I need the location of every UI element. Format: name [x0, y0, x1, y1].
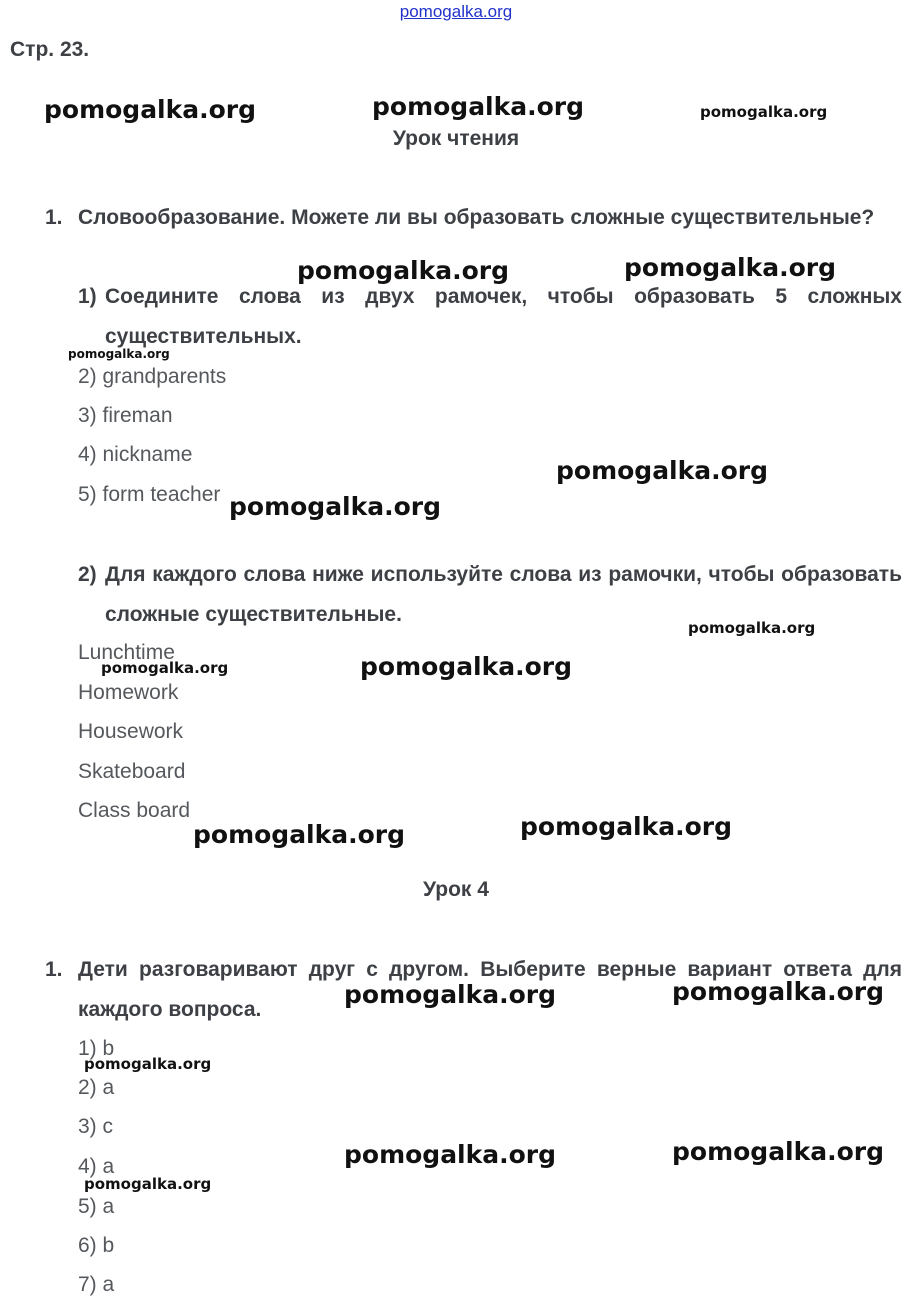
watermark: pomogalka.org: [229, 492, 442, 521]
subtask-text: Соедините слова из двух рамочек, чтобы образовать 5 сложных существительных.: [105, 285, 902, 348]
task-number: 1.: [45, 206, 63, 229]
page-reference: Стр. 23.: [10, 38, 90, 61]
lesson-title-4: Урок 4: [423, 878, 489, 901]
watermark: pomogalka.org: [344, 1140, 557, 1169]
watermark: pomogalka.org: [84, 1055, 212, 1073]
answer-item: 2) grandparents: [78, 365, 227, 388]
answer-item: 4) nickname: [78, 443, 193, 466]
watermark: pomogalka.org: [44, 95, 257, 124]
answer-item: Housework: [78, 720, 184, 743]
watermark: pomogalka.org: [672, 1137, 885, 1166]
task-number: 1.: [45, 958, 63, 981]
answer-item: 3) c: [78, 1115, 114, 1138]
answer-item: Lunchtime: [78, 641, 175, 664]
watermark: pomogalka.org: [84, 1175, 212, 1193]
lesson-title-reading: Урок чтения: [392, 127, 520, 150]
answer-item: 6) b: [78, 1234, 115, 1257]
watermark: pomogalka.org: [101, 659, 229, 677]
watermark: pomogalka.org: [372, 92, 585, 121]
watermark: pomogalka.org: [344, 980, 557, 1009]
site-link[interactable]: pomogalka.org: [399, 2, 513, 21]
watermark: pomogalka.org: [193, 820, 406, 849]
answer-item: 4) a: [78, 1155, 115, 1178]
watermark: pomogalka.org: [297, 256, 510, 285]
answer-item: 7) a: [78, 1273, 115, 1296]
answer-item: 2) a: [78, 1076, 115, 1099]
answer-item: 5) a: [78, 1195, 115, 1218]
answer-item: 3) fireman: [78, 404, 173, 427]
answer-item: Class board: [78, 799, 191, 822]
watermark: pomogalka.org: [520, 812, 733, 841]
answer-item: 5) form teacher: [78, 483, 221, 506]
watermark: pomogalka.org: [672, 977, 885, 1006]
watermark: pomogalka.org: [556, 456, 769, 485]
answer-item: Homework: [78, 681, 179, 704]
watermark: pomogalka.org: [688, 619, 816, 637]
watermark: pomogalka.org: [700, 103, 828, 121]
watermark: pomogalka.org: [624, 253, 837, 282]
subtask-number: 1): [78, 285, 97, 308]
answer-item: Skateboard: [78, 760, 186, 783]
task-text: Словообразование. Можете ли вы образовать сложные существительные?: [78, 206, 875, 229]
watermark: pomogalka.org: [360, 652, 573, 681]
subtask-number: 2): [78, 563, 97, 586]
answer-item: 1) b: [78, 1037, 115, 1060]
subtask-text: Для каждого слова ниже используйте слова из рамочки, чтобы образовать сложные существительные.: [105, 563, 902, 626]
watermark: pomogalka.org: [68, 347, 170, 361]
task-text: Дети разговаривают друг с другом. Выберите верные вариант ответа для каждого вопроса.: [78, 958, 902, 1021]
